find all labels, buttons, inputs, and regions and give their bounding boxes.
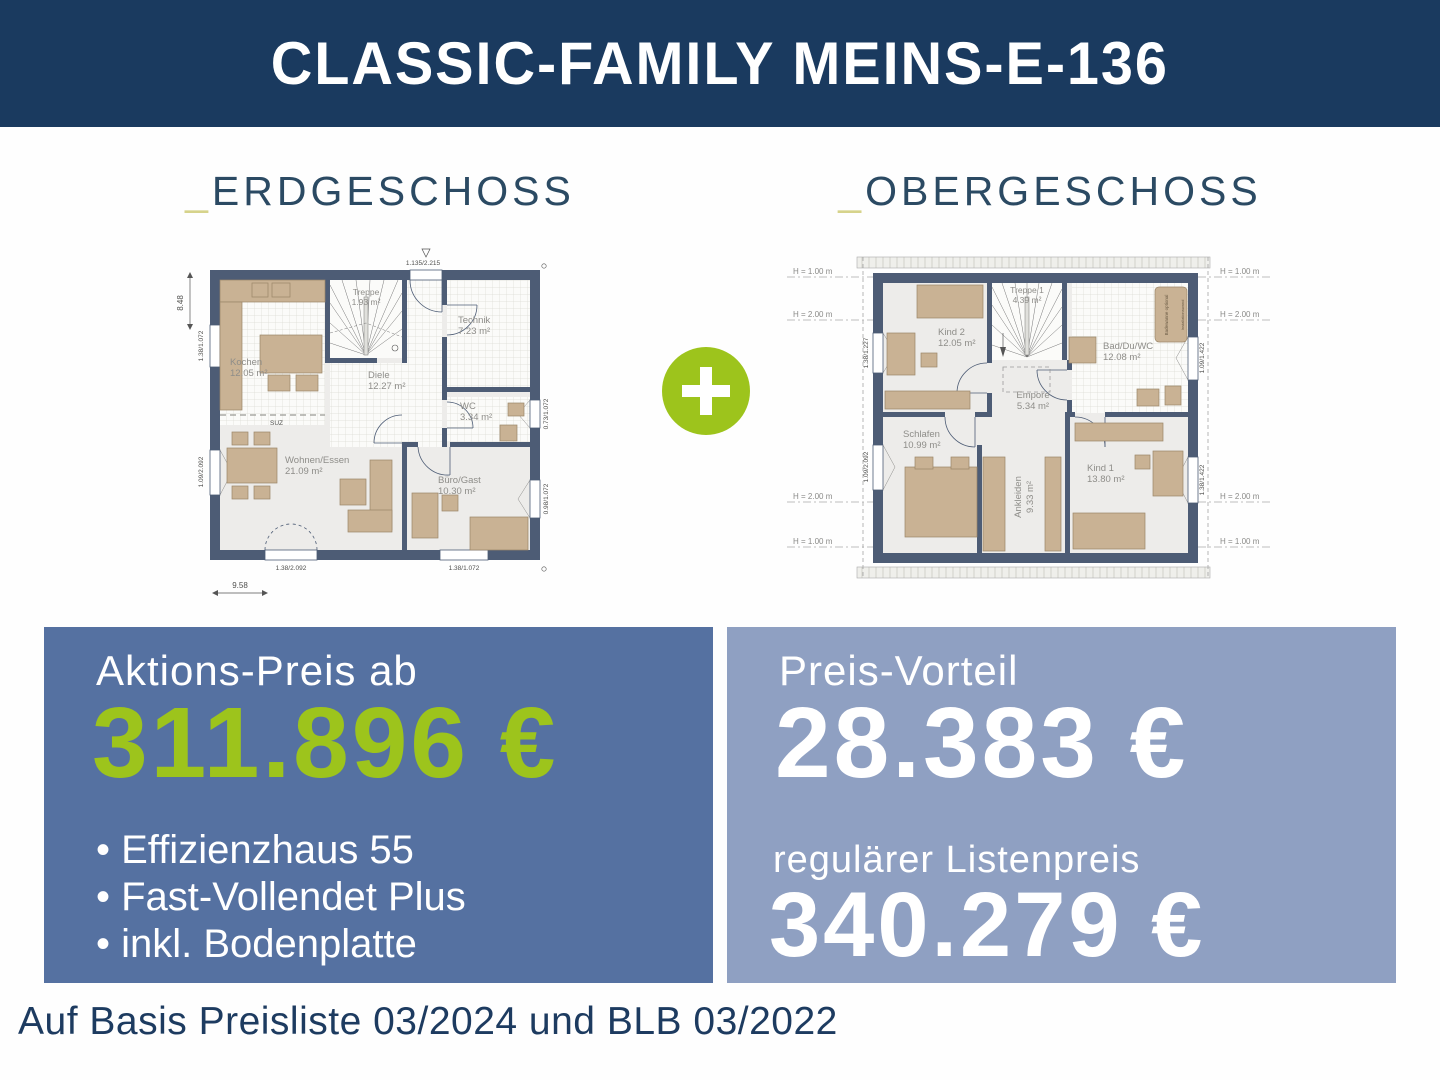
- list-price: 340.279 €: [769, 874, 1206, 976]
- room-area-treppe: 1.93 m²: [351, 297, 381, 307]
- floorplan-erdgeschoss: [170, 245, 590, 610]
- og-dim-win-right-bottom: 1.38/1.422: [1199, 464, 1206, 496]
- offer-price: 311.896 €: [92, 687, 559, 799]
- heading-underscore: _: [185, 168, 212, 214]
- height-label-right-2: H = 2.00 m: [1220, 310, 1260, 319]
- room-label-technik: Technik: [458, 315, 491, 326]
- list-price-label: regulärer Listenpreis: [773, 839, 1141, 881]
- dim-win-bottom-left: 1.38/2.092: [275, 565, 307, 572]
- offer-label: Aktions-Preis ab: [96, 647, 418, 694]
- room-label-kochen: Kochen: [230, 357, 263, 368]
- height-label-right-1: H = 1.00 m: [1220, 267, 1260, 276]
- dim-win-left-top: 1.38/1.072: [198, 330, 205, 362]
- room-label-diele: Diele: [368, 370, 390, 381]
- room-label-bad: Bad/Du/WC: [1103, 341, 1154, 352]
- footnote: Auf Basis Preisliste 03/2024 und BLB 03/2022: [18, 1000, 838, 1043]
- room-area-wohnen: 21.09 m²: [285, 466, 323, 477]
- og-dim-win-right-top: 1.09/1.422: [1199, 342, 1206, 374]
- dim-entrance: 1.135/2.215: [405, 260, 441, 267]
- floorplan-obergeschoss: [775, 245, 1285, 600]
- room-area-kochen: 12.05 m²: [230, 368, 268, 379]
- page-title: CLASSIC-FAMILY MEINS-E-136: [270, 30, 1170, 97]
- header-banner: [0, 0, 1440, 127]
- room-label-kind1: Kind 1: [1087, 463, 1114, 474]
- room-label-schlafen: Schlafen: [903, 429, 940, 440]
- height-label-right-4: H = 1.00 m: [1220, 537, 1260, 546]
- installation-label: Installationswand: [1180, 299, 1185, 331]
- room-area-wc: 3.34 m²: [460, 412, 493, 423]
- advantage-price: 28.383 €: [775, 687, 1189, 799]
- offer-bullet: • inkl. Bodenplatte: [96, 921, 466, 968]
- og-dim-win-left-bottom: 1.09/2.092: [863, 451, 870, 483]
- suz-label: SUZ: [270, 420, 283, 427]
- room-area-schlafen: 10.99 m²: [903, 440, 941, 451]
- room-area-technik: 7.23 m²: [458, 326, 491, 337]
- advantage-label: Preis-Vorteil: [779, 647, 1019, 694]
- room-area-diele: 12.27 m²: [368, 381, 406, 392]
- room-area-ankleiden: 9.33 m²: [1025, 480, 1036, 514]
- offer-bullet-list: [96, 827, 466, 968]
- room-label-buero: Büro/Gast: [438, 475, 481, 486]
- room-label-treppe1: Treppe 1: [1010, 285, 1044, 295]
- offer-bullet: • Effizienzhaus 55: [96, 827, 466, 874]
- height-label-left-4: H = 1.00 m: [793, 537, 833, 546]
- dim-win-right-top: 0.73/1.072: [543, 398, 550, 430]
- bathtub-label: Badewanne optional: [1164, 294, 1169, 336]
- height-label-left-1: H = 1.00 m: [793, 267, 833, 276]
- offer-box: [44, 627, 713, 983]
- room-area-empore: 5.34 m²: [1016, 401, 1050, 412]
- heading-obergeschoss: _OBERGESCHOSS: [838, 168, 1262, 214]
- room-label-ankleiden: Ankleiden: [1013, 476, 1024, 518]
- dim-win-bottom-right: 1.38/1.072: [448, 565, 480, 572]
- dim-win-right-bottom: 0.98/1.072: [543, 483, 550, 515]
- height-label-left-3: H = 2.00 m: [793, 492, 833, 501]
- heading-erdgeschoss: _ERDGESCHOSS: [185, 168, 575, 214]
- dim-win-left-bottom: 1.09/2.092: [198, 456, 205, 488]
- heading-underscore: _: [838, 168, 866, 214]
- room-label-treppe: Treppe: [352, 287, 380, 297]
- room-area-kind1: 13.80 m²: [1087, 474, 1125, 485]
- advantage-box: [727, 627, 1396, 983]
- room-area-kind2: 12.05 m²: [938, 338, 976, 349]
- entrance-marker: [422, 249, 430, 257]
- plus-icon: [662, 347, 750, 435]
- room-label-wc: WC: [460, 401, 476, 412]
- height-label-right-3: H = 2.00 m: [1220, 492, 1260, 501]
- height-label-left-2: H = 2.00 m: [793, 310, 833, 319]
- offer-bullet: • Fast-Vollendet Plus: [96, 874, 466, 921]
- room-label-kind2: Kind 2: [938, 327, 965, 338]
- og-dim-win-left-top: 1.38/1.227: [863, 337, 870, 369]
- room-area-treppe1: 4.39 m²: [1012, 295, 1042, 305]
- dim-total-height: 8.48: [176, 295, 185, 311]
- room-area-buero: 10.30 m²: [438, 486, 476, 497]
- dim-total-width: 9.58: [232, 581, 248, 590]
- room-label-wohnen: Wohnen/Essen: [285, 455, 350, 466]
- room-area-bad: 12.08 m²: [1103, 352, 1141, 363]
- room-label-empore: Empore: [1016, 390, 1050, 401]
